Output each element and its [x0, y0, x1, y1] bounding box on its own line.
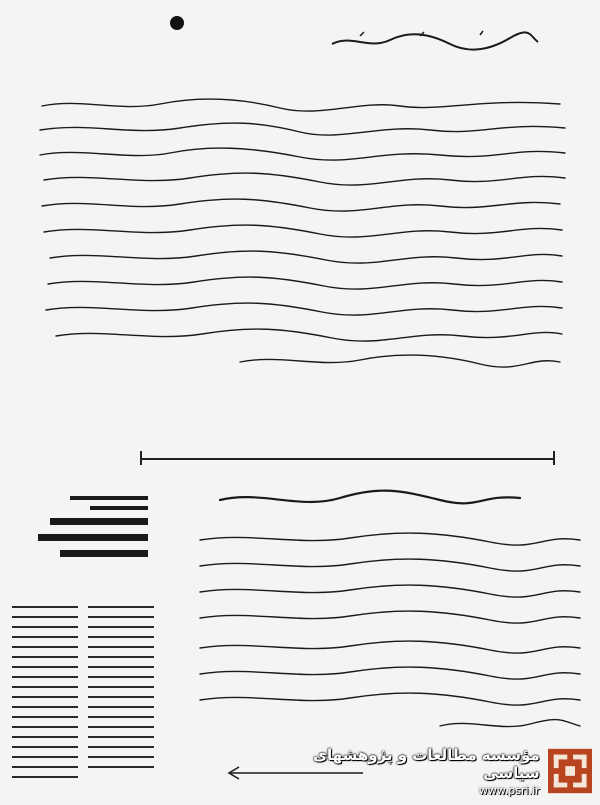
institute-logo-icon	[548, 748, 592, 794]
institute-name: مؤسسه مطالعات و پژوهشهای سیاسی	[313, 745, 540, 782]
institute-url: www.psri.ir	[478, 783, 540, 797]
watermark-text	[262, 746, 540, 797]
clipping-columns	[12, 598, 157, 788]
clipping-header	[30, 492, 150, 612]
watermark-footer	[262, 745, 592, 797]
